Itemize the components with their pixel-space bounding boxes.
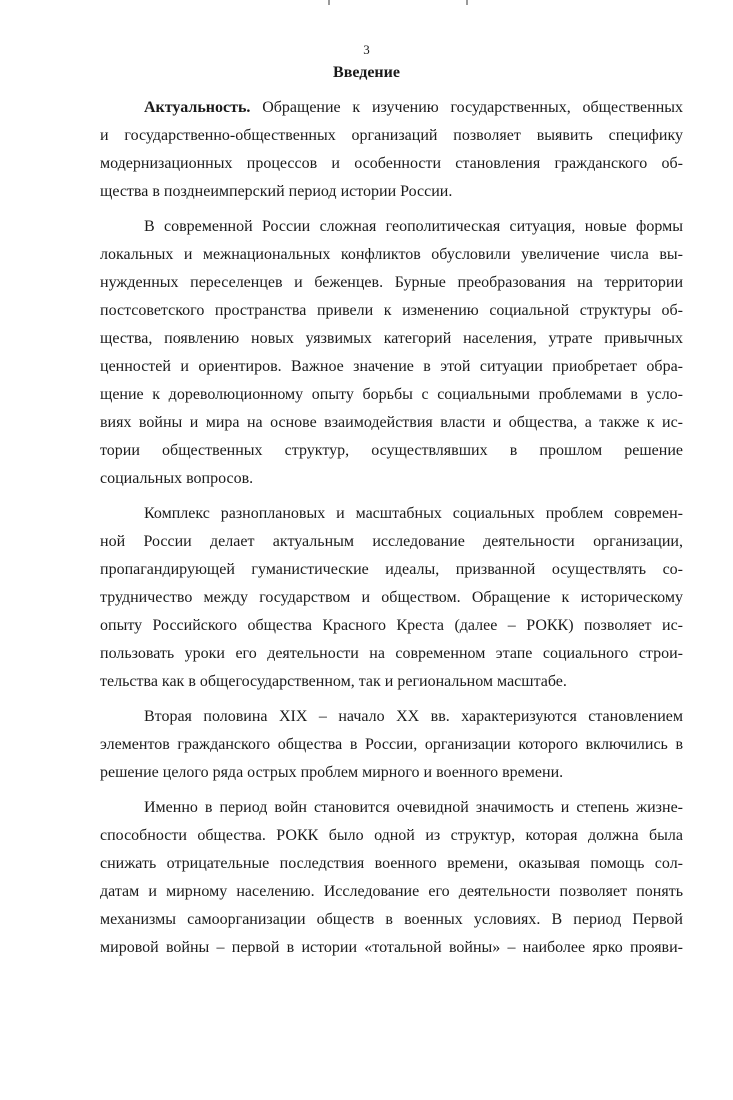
paragraph [100, 794, 683, 962]
text-line: нужденных переселенцев и беженцев. Бурные преобразования на территории [100, 274, 683, 291]
text-line: Именно в период войн становится очевидной значимость и степень жизне- [144, 799, 683, 816]
text-line: тельства как в общегосударственном, так и региональном масштабе. [100, 673, 567, 690]
text-line: щества, появлению новых уязвимых категорий населения, утрате привычных [100, 330, 683, 347]
relevance-heading: Актуальность. [144, 99, 251, 116]
document-body [100, 94, 683, 969]
text-line: механизмы самоорганизации обществ в военных условиях. В период Первой [100, 911, 683, 928]
text-line: локальных и межнациональных конфликтов обусловили увеличение числа вы- [100, 246, 683, 263]
text-line: пропагандирующей гуманистические идеалы, призванной осуществлять со- [100, 561, 683, 578]
text-line: ной России делает актуальным исследование деятельности организации, [100, 533, 683, 550]
paragraph [100, 703, 683, 787]
text-line: способности общества. РОКК было одной из структур, которая должна была [100, 827, 683, 844]
text-line: Вторая половина XIX – начало XX вв. характеризуются становлением [144, 708, 683, 725]
section-title: Введение [333, 64, 400, 81]
text-line: виях войны и мира на основе взаимодействия власти и общества, а также к ис- [100, 414, 683, 431]
text-line: опыту Российского общества Красного Креста (далее – РОКК) позволяет ис- [100, 617, 683, 634]
text-line: трудничество между государством и обществом. Обращение к историческому [100, 589, 683, 606]
text-line: щение к дореволюционному опыту борьбы с социальными проблемами в усло- [100, 386, 683, 403]
paragraph [100, 213, 683, 493]
paragraph-relevance [100, 94, 683, 206]
text-line: снижать отрицательные последствия военного времени, оказывая помощь сол- [100, 855, 683, 872]
text-line: тории общественных структур, осуществлявших в прошлом решение [100, 442, 683, 459]
text-line: Актуальность. Обращение к изучению государственных, общественных [144, 99, 683, 116]
scan-mark [466, 0, 468, 5]
text-line: модернизационных процессов и особенности становления гражданского об- [100, 155, 683, 172]
paragraph [100, 500, 683, 696]
text-line: щества в позднеимперский период истории России. [100, 183, 453, 200]
text-line: ценностей и ориентиров. Важное значение в этой ситуации приобретает обра- [100, 358, 683, 375]
text-line: Комплекс разноплановых и масштабных социальных проблем современ- [144, 505, 683, 522]
text-line: решение целого ряда острых проблем мирного и военного времени. [100, 764, 564, 781]
text-line: датам и мирному населению. Исследование его деятельности позволяет понять [100, 883, 683, 900]
text-line: элементов гражданского общества в России, организации которого включились в [100, 736, 683, 753]
scan-mark [328, 0, 330, 5]
text-line: В современной России сложная геополитическая ситуация, новые формы [144, 218, 683, 235]
page-number: 3 [363, 42, 370, 57]
text-line: постсоветского пространства привели к изменению социальной структуры об- [100, 302, 683, 319]
text-line: пользовать уроки его деятельности на современном этапе социального строи- [100, 645, 683, 662]
text-line: социальных вопросов. [100, 470, 254, 487]
text-line: мировой войны – первой в истории «тотальной войны» – наиболее ярко прояви- [100, 939, 683, 956]
text-line: и государственно-общественных организаций позволяет выявить специфику [100, 127, 683, 144]
